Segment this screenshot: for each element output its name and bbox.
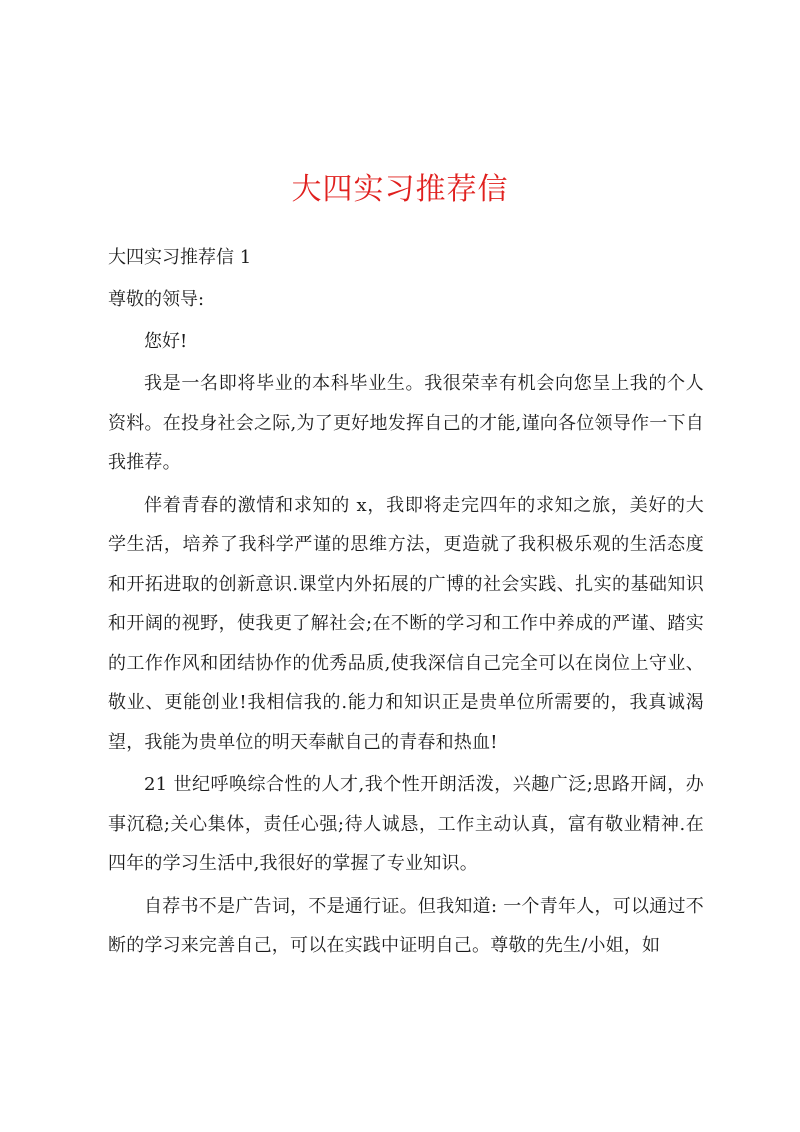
paragraph-personality: 21 世纪呼唤综合性的人才,我个性开朗活泼，兴趣广泛;思路开阔，办事沉稳;关心集体，责任心强;待人诚恳，工作主动认真，富有敬业精神.在四年的学习生活中,我很好的掌握了专业知识。 <box>108 774 704 874</box>
salutation: 尊敬的领导: <box>108 289 205 310</box>
document-body <box>108 238 704 969</box>
section-heading: 大四实习推荐信 1 <box>108 247 252 268</box>
greeting: 您好! <box>144 331 188 352</box>
paragraph-closing: 自荐书不是广告词，不是通行证。但我知道: 一个青年人，可以通过不断的学习来完善自己，可以在实践中证明自己。尊敬的先生/小姐，如 <box>108 895 704 956</box>
paragraph-experience: 伴着青春的激情和求知的 x，我即将走完四年的求知之旅，美好的大学生活，培养了我科学严谨的思维方法，更造就了我积极乐观的生活态度和开拓进取的创新意识.课堂内外拓展的广博的社会实践、扎实的基础知识和开阔的视野，使我更了解社会;在不断的学习和工作中养成的严谨、踏实的工作作风和团结协作的优秀品质,使我深信自己完全可以在岗位上守业、敬业、更能创业!我相信我的.能力和知识正是贵单位所需要的，我真诚渴望，我能为贵单位的明天奉献自己的青春和热血! <box>108 494 704 753</box>
document-title: 大四实习推荐信 <box>291 172 509 207</box>
paragraph-introduction: 我是一名即将毕业的本科毕业生。我很荣幸有机会向您呈上我的个人资料。在投身社会之际,为了更好地发挥自己的才能,谨向各位领导作一下自我推荐。 <box>108 373 704 473</box>
